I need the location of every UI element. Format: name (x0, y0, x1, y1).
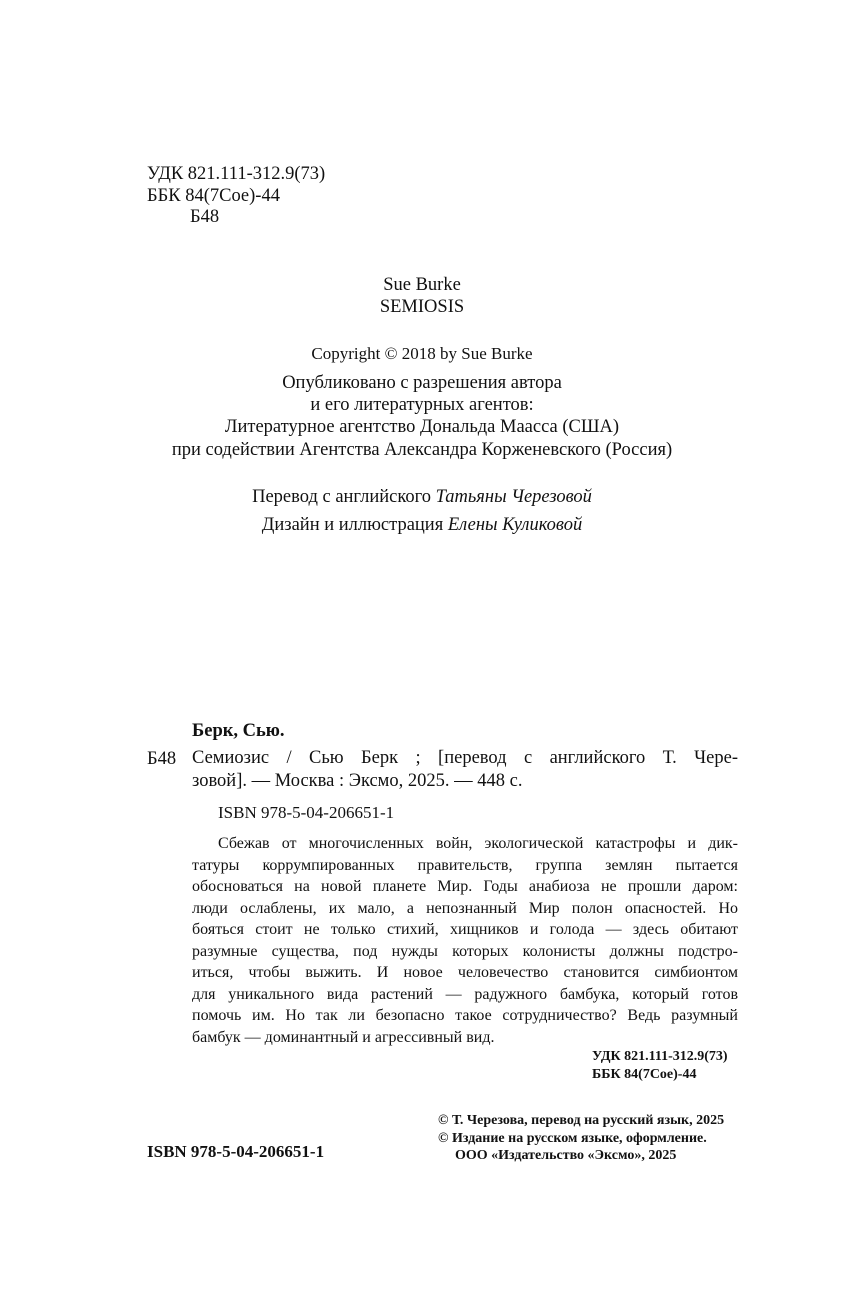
isbn-bottom: ISBN 978-5-04-206651-1 (147, 1142, 325, 1161)
catalog-entry (192, 748, 738, 792)
copyright-line: Copyright © 2018 by Sue Burke (311, 344, 533, 363)
translator-credit-prefix: Перевод с английского (252, 487, 436, 507)
annotation-line: иться, чтобы выжить. И новое человечество становится симбионтом (192, 964, 738, 981)
designer-credit-prefix: Дизайн и иллюстрация (261, 515, 448, 535)
annotation-line: для уникального вида растений — радужного бамбука, который готов (192, 985, 738, 1003)
annotation (192, 833, 738, 1048)
annotation-line: татуры коррумпированных правительств, группа землян пытается (192, 856, 738, 874)
annotation-line: разумные существа, под нужды которых колонисты должны подстро- (192, 942, 738, 960)
catalog-entry-line: Семиозис / Сью Берк ; [перевод с английского Т. Чере- (192, 748, 738, 768)
annotation-line: бояться стоит не только стихий, хищников и голода — здесь обитают (192, 921, 738, 938)
annotation-line: обосноваться на новой планете Мир. Годы анабиоза не прошли даром: (192, 878, 738, 895)
original-title: SEMIOSIS (379, 297, 465, 317)
permission-line: при содействии Агентства Александра Корженевского (Россия) (171, 440, 673, 460)
catalog-entry-line: зовой]. — Москва : Эксмо, 2025. — 448 с. (192, 771, 523, 791)
rights-line: © Издание на русском языке, оформление. (438, 1131, 707, 1146)
udk-code-top: УДК 821.111-312.9(73) (147, 164, 326, 184)
udk-code-bottom: УДК 821.111-312.9(73) (592, 1049, 728, 1064)
catalog-author-heading: Берк, Сью. (192, 721, 285, 741)
rights-line: © Т. Черезова, перевод на русский язык, 2025 (438, 1113, 725, 1128)
bbk-code-top: ББК 84(7Сое)-44 (147, 186, 280, 206)
catalog-isbn: ISBN 978-5-04-206651-1 (218, 803, 395, 822)
permission-line: и его литературных агентов: (310, 395, 534, 415)
annotation-line: бамбук — доминантный и агрессивный вид. (192, 1028, 495, 1046)
annotation-line: Сбежав от многочисленных войн, экологической катастрофы и дик- (218, 835, 738, 852)
original-author: Sue Burke (383, 275, 461, 295)
catalog-mark: Б48 (147, 749, 177, 769)
permission-line: Опубликовано с разрешения автора (282, 373, 562, 393)
rights-line: ООО «Издательство «Эксмо», 2025 (455, 1148, 677, 1163)
permission-line: Литературное агентство Дональда Маасса (США) (224, 417, 620, 437)
translator-credit (0, 487, 844, 508)
bbk-code-bottom: ББК 84(7Сое)-44 (592, 1067, 697, 1082)
designer-credit (0, 515, 844, 536)
translator-name: Татьяны Черезовой (435, 487, 592, 507)
annotation-line: люди ослаблены, их мало, а непознанный Мир полон опасностей. Но (192, 899, 738, 917)
designer-name: Елены Куликовой (447, 515, 583, 535)
annotation-line: помочь им. Но так ли безопасно такое сотрудничество? Ведь разумный (192, 1007, 738, 1024)
author-mark-top: Б48 (190, 207, 220, 227)
